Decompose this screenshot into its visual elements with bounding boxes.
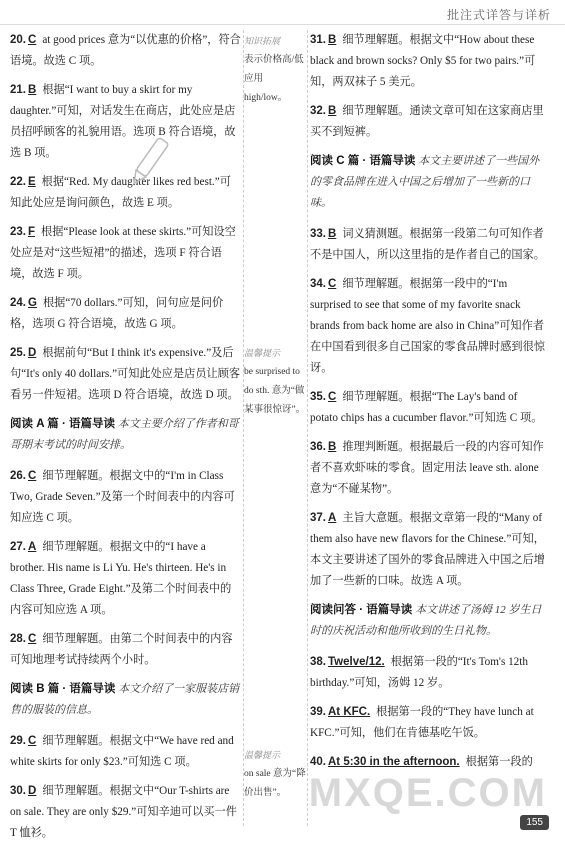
answer-item: [10, 222, 242, 285]
question-number: 28.: [10, 633, 26, 645]
note-tag: 知识拓展: [244, 36, 281, 46]
explanation-text: 细节理解题。根据“The Lay's band of potato chips has a cucumber flavor.”可知选 C 项。: [310, 391, 543, 424]
question-number: 21.: [10, 84, 26, 96]
column-divider: [243, 30, 244, 826]
answer-letter: C: [328, 391, 337, 403]
answer-item: [310, 752, 546, 773]
answer-list-left-b: [10, 731, 242, 844]
answer-letter: F: [28, 226, 36, 238]
answer-letter: B: [328, 228, 337, 240]
question-number: 25.: [10, 347, 26, 359]
note-text: be surprised to do sth. 意为“做某事很惊讶”。: [244, 367, 306, 415]
section-reading-qa: [310, 600, 546, 642]
explanation-text: 细节理解题。根据文中的“I have a brother. His name is Li Yu. He's thirteen. He's in Class Three, Grade Eight.”及第二个时间表中的内容可知应选 A 项。: [10, 541, 232, 616]
answer-letter: E: [28, 176, 36, 188]
question-number: 27.: [10, 541, 26, 553]
explanation-text: 细节理解题。由第二个时间表中的内容可知地理考试持续两个小时。: [10, 633, 233, 666]
section-summary: 本文介绍了一家服装店销售的服装的信息。: [10, 683, 240, 716]
answer-item: [10, 293, 242, 335]
question-number: 38.: [310, 656, 326, 668]
answer-letter: C: [28, 735, 37, 747]
answer-item: [310, 274, 546, 379]
answer-item: [310, 224, 546, 266]
note-tag: 温馨提示: [244, 750, 281, 760]
answer-letter: A: [28, 541, 37, 553]
note-tag: 温馨提示: [244, 348, 281, 358]
watermark: MXQE.COM: [308, 771, 547, 815]
answer-item: [10, 466, 242, 529]
answer-letter: A: [328, 512, 337, 524]
answer-list-right-c: [310, 224, 546, 592]
margin-note: [244, 344, 308, 420]
margin-note: [244, 746, 308, 803]
question-number: 23.: [10, 226, 26, 238]
answer-list-left-a: [10, 466, 242, 671]
note-text: on sale 意为“降价出售”。: [244, 769, 306, 798]
explanation-text: 词义猜测题。根据第一段第二句可知作者不是中国人，所以这里指的是作者自己的国家。: [310, 228, 545, 261]
question-number: 32.: [310, 105, 326, 117]
section-summary: 本文主要讲述了一些国外的零食品牌在进入中国之后增加了一些新的口味。: [310, 155, 540, 209]
question-number: 20.: [10, 34, 26, 46]
explanation-text: 根据“Please look at these skirts.”可知设空处应是对“这些短裙”的描述，选项 F 符合语境，故选 F 项。: [10, 226, 236, 280]
answer-item: [310, 387, 546, 429]
answer-item: [310, 652, 546, 694]
explanation-text: 根据第一段的“They have lunch at KFC.”可知，他们在肯德基吃午饭。: [310, 706, 534, 739]
explanation-text: 细节理解题。通读文章可知在这家商店里买不到短裤。: [310, 105, 544, 138]
answer-list-right: [310, 30, 546, 143]
question-number: 33.: [310, 228, 326, 240]
explanation-text: 细节理解题。根据第一段中的“I'm surprised to see that some of my favorite snack brands from back home are also in China”可知作者在中国看到很多自己国家的零食品牌时感到很惊讶。: [310, 278, 545, 374]
explanation-text: 主旨大意题。根据文章第一段的“Many of them also have new flavors for the Chinese.”可知，本文主要讲述了国外的零食品牌进入中国之后增加了一些新的口味。故选 A 项。: [310, 512, 545, 587]
question-number: 40.: [310, 756, 326, 768]
answer-item: [10, 343, 242, 406]
answer-item: [310, 101, 546, 143]
explanation-text: 根据“Red. My daughter likes red best.”可知此处应是询问颜色，故选 E 项。: [10, 176, 231, 209]
answer-letter: At 5:30 in the afternoon.: [328, 756, 460, 768]
answer-letter: C: [328, 278, 337, 290]
question-number: 31.: [310, 34, 326, 46]
header-divider: [0, 24, 565, 25]
answer-list-right-qa: [310, 652, 546, 773]
explanation-text: 细节理解题。根据文中“We have red and white skirts for only $23.”可知选 C 项。: [10, 735, 234, 768]
right-column: [310, 30, 546, 781]
question-number: 30.: [10, 785, 26, 797]
explanation-text: 根据“I want to buy a skirt for my daughter.”可知，对话发生在商店，此处应是店员招呼顾客的礼貌用语。选项 B 符合语境，故选 B 项。: [10, 84, 236, 159]
answer-letter: B: [328, 441, 337, 453]
explanation-text: at good prices 意为“以优惠的价格”，符合语境。故选 C 项。: [10, 34, 241, 67]
page-header-title: 批注式详答与详析: [446, 8, 551, 22]
section-reading-b: [10, 679, 242, 721]
section-label: 阅读 B 篇 · 语篇导读: [10, 683, 116, 695]
section-summary: 本文讲述了汤姆 12 岁生日时的庆祝活动和他所收到的生日礼物。: [310, 604, 542, 637]
answer-item: [310, 702, 546, 744]
question-number: 22.: [10, 176, 26, 188]
answer-item: [10, 537, 242, 621]
question-number: 39.: [310, 706, 326, 718]
explanation-text: 细节理解题。根据文中“Our T-shirts are on sale. They are only $29.”可知辛迪可以买一件 T 恤衫。: [10, 785, 237, 839]
explanation-text: 根据“70 dollars.”可知，问句应是问价格，选项 G 符合语境，故选 G 项。: [10, 297, 224, 330]
margin-note: [244, 32, 308, 108]
question-number: 24.: [10, 297, 26, 309]
section-label: 阅读问答 · 语篇导读: [310, 604, 413, 616]
answer-item: [10, 30, 242, 72]
answer-letter: C: [28, 633, 37, 645]
answer-item: [10, 731, 242, 773]
section-label: 阅读 C 篇 · 语篇导读: [310, 155, 416, 167]
answer-item: [310, 30, 546, 93]
section-reading-a: [10, 414, 242, 456]
explanation-text: 根据第一段的“It's Tom's 12th birthday.”可知，汤姆 12 岁。: [310, 656, 528, 689]
explanation-text: 推理判断题。根据最后一段的内容可知作者不喜欢虾味的零食。固定用法 leave sth. alone 意为“不碰某物”。: [310, 441, 544, 495]
answer-letter: B: [328, 105, 337, 117]
note-text: 表示价格高/低应用 high/low。: [244, 55, 304, 103]
explanation-text: 根据第一段的: [465, 756, 533, 768]
answer-item: [10, 629, 242, 671]
question-number: 34.: [310, 278, 326, 290]
answer-letter: Twelve/12.: [328, 656, 385, 668]
answer-item: [10, 781, 242, 844]
question-number: 36.: [310, 441, 326, 453]
question-number: 29.: [10, 735, 26, 747]
answer-item: [310, 437, 546, 500]
pen-icon: [126, 132, 172, 192]
answer-letter: At KFC.: [328, 706, 371, 718]
answer-item: [310, 508, 546, 592]
answer-letter: C: [28, 34, 37, 46]
answer-letter: B: [28, 84, 37, 96]
page-number: 155: [520, 815, 549, 830]
answer-letter: G: [28, 297, 37, 309]
question-number: 37.: [310, 512, 326, 524]
answer-letter: B: [328, 34, 337, 46]
explanation-text: 细节理解题。根据文中“How about these black and brown socks? Only $5 for two pairs.”可知，两双袜子 5 美元。: [310, 34, 536, 88]
question-number: 26.: [10, 470, 26, 482]
section-summary: 本文主要介绍了作者和哥哥期末考试的时间安排。: [10, 418, 239, 451]
answer-list-left: [10, 30, 242, 406]
explanation-text: 细节理解题。根据文中的“I'm in Class Two, Grade Seven.”及第一个时间表中的内容可知应选 C 项。: [10, 470, 235, 524]
section-label: 阅读 A 篇 · 语篇导读: [10, 418, 115, 430]
answer-letter: D: [28, 785, 37, 797]
question-number: 35.: [310, 391, 326, 403]
answer-letter: C: [28, 470, 37, 482]
explanation-text: 根据前句“But I think it's expensive.”及后句“It's only 40 dollars.”可知此处应是店员让顾客看另一件短裙。选项 D 符合语境，故选 D 项。: [10, 347, 241, 401]
answer-letter: D: [28, 347, 37, 359]
section-reading-c: [310, 151, 546, 214]
column-divider: [307, 30, 308, 826]
